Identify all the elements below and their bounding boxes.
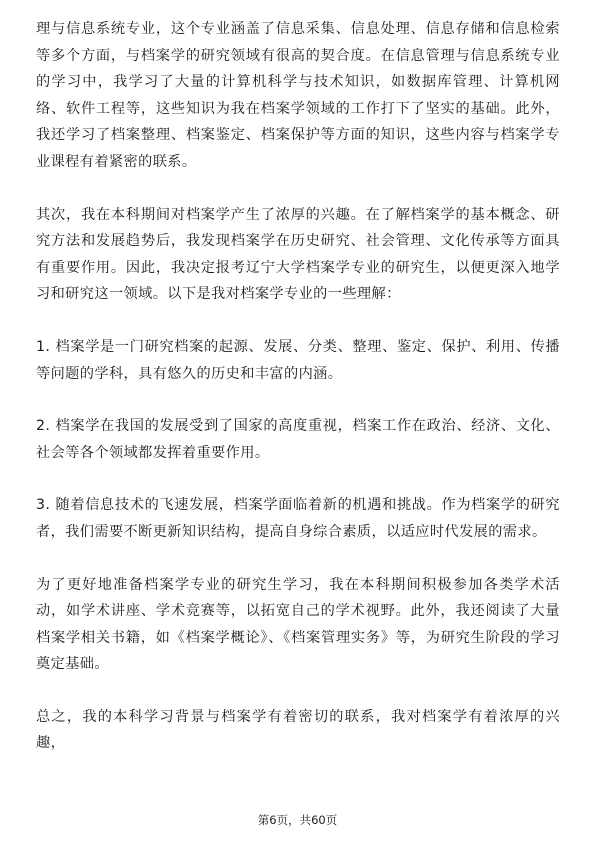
paragraph-preparation: 为了更好地准备档案学专业的研究生学习，我在本科期间积极参加各类学术活动，如学术讲座、学术竞赛等，以拓宽自己的学术视野。此外，我还阅读了大量档案学相关书籍，如《档案学概论》、《档案管理实务》等，为研究生阶段的学习奠定基础。	[36, 576, 560, 673]
list-item-point-2: 2. 档案学在我国的发展受到了国家的高度重视，档案工作在政治、经济、文化、社会等各个领域都发挥着重要作用。	[36, 418, 560, 461]
list-item-point-3: 3. 随着信息技术的飞速发展，档案学面临着新的机遇和挑战。作为档案学的研究者，我们需要不断更新知识结构，提高自身综合素质，以适应时代发展的需求。	[36, 497, 560, 540]
paragraph-spacer	[36, 678, 560, 704]
paragraph-interest: 其次，我在本科期间对档案学产生了浓厚的兴趣。在了解档案学的基本概念、研究方法和发展趋势后，我发现档案学在历史研究、社会管理、文化传承等方面具有重要作用。因此，我决定报考辽宁大学档案学专业的研究生，以便更深入地学习和研究这一领域。以下是我对档案学专业的一些理解：	[36, 206, 560, 303]
paragraph-spacer	[36, 546, 560, 572]
paragraph-conclusion: 总之，我的本科学习背景与档案学有着密切的联系，我对档案学有着浓厚的兴趣，	[36, 708, 560, 752]
document-body	[36, 16, 560, 757]
paragraph-spacer	[36, 308, 560, 334]
list-item-point-1: 1. 档案学是一门研究档案的起源、发展、分类、整理、鉴定、保护、利用、传播等问题的学科，具有悠久的历史和丰富的内涵。	[36, 338, 560, 382]
paragraph-spacer	[36, 176, 560, 202]
paragraph-spacer	[36, 466, 560, 492]
paragraph-major-background: 理与信息系统专业，这个专业涵盖了信息采集、信息处理、信息存储和信息检索等多个方面，与档案学的研究领域有很高的契合度。在信息管理与信息系统专业的学习中，我学习了大量的计算机科学与技术知识，如数据库管理、计算机网络、软件工程等，这些知识为我在档案学领域的工作打下了坚实的基础。此外，我还学习了档案整理、档案鉴定、档案保护等方面的知识，这些内容与档案学专业课程有着紧密的联系。	[36, 21, 560, 170]
paragraph-spacer	[36, 387, 560, 413]
page-number-footer: 第6页，共60页	[257, 813, 338, 827]
